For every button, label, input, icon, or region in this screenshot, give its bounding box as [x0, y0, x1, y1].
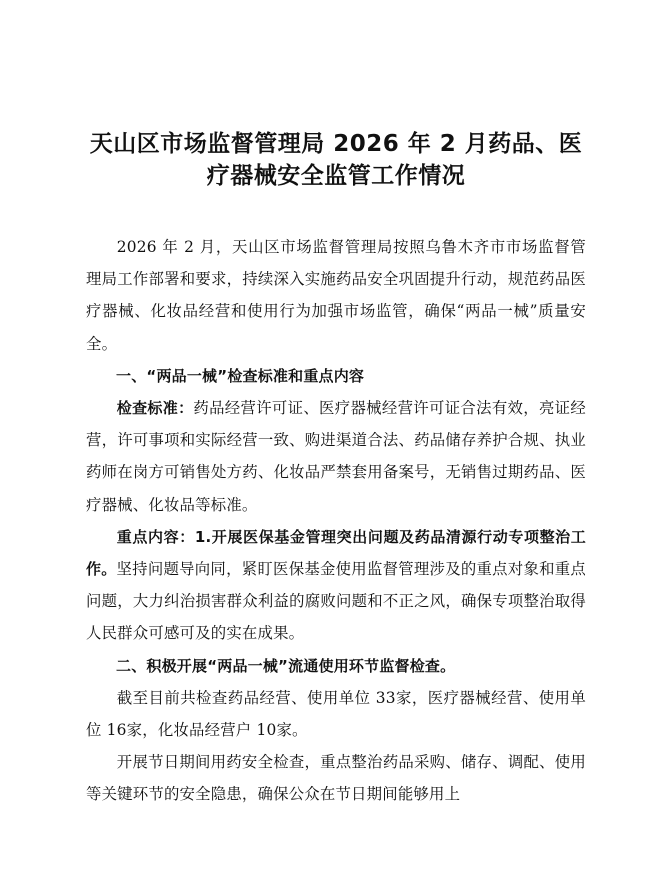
document-title [60, 128, 612, 192]
holiday-inspection-paragraph: 开展节日期间用药安全检查，重点整治药品采购、储存、调配、使用等关键环节的安全隐患，确保公众在节日期间能够用上 [86, 753, 586, 804]
section-2-heading: 二、积极开展“两品一械”流通使用环节监督检查。 [116, 656, 456, 675]
key-content-label: 重点内容：1.开展医保基金管理突出问题及药品清源行动专项整治工作。 [86, 527, 586, 579]
section-1-heading: 一、“两品一械”检查标准和重点内容 [116, 366, 365, 385]
title-line-1: 天山区市场监督管理局 2026 年 2 月药品、医 [89, 131, 583, 157]
inspection-standard-paragraph [86, 392, 586, 521]
inspection-standard-label: 检查标准： [116, 399, 194, 418]
title-line-2: 疗器械安全监管工作情况 [206, 163, 466, 189]
key-content-paragraph [86, 521, 586, 650]
document-body [86, 231, 586, 811]
key-content-text: 坚持问题导向同，紧盯医保基金使用监督管理涉及的重点对象和重点问题，大力纠治损害群众利益的腐败问题和不正之风，确保专项整治取得人民群众可感可及的实在成果。 [86, 560, 586, 643]
inspection-standard-text: 药品经营许可证、医疗器械经营许可证合法有效，亮证经营，许可事项和实际经营一致、购进渠道合法、药品储存养护合规、执业药师在岗方可销售处方药、化妆品严禁套用备案号，无销售过期药品、医疗器械、化妆品等标准。 [86, 399, 586, 514]
inspection-count-paragraph: 截至目前共检查药品经营、使用单位 33家，医疗器械经营、使用单位 16家，化妆品经营户 10家。 [86, 688, 586, 740]
intro-paragraph: 2026 年 2 月，天山区市场监督管理局按照乌鲁木齐市市场监督管理局工作部署和要求，持续深入实施药品安全巩固提升行动，规范药品医疗器械、化妆品经营和使用行为加强市场监管，确保“两品一械”质量安全。 [86, 238, 586, 353]
